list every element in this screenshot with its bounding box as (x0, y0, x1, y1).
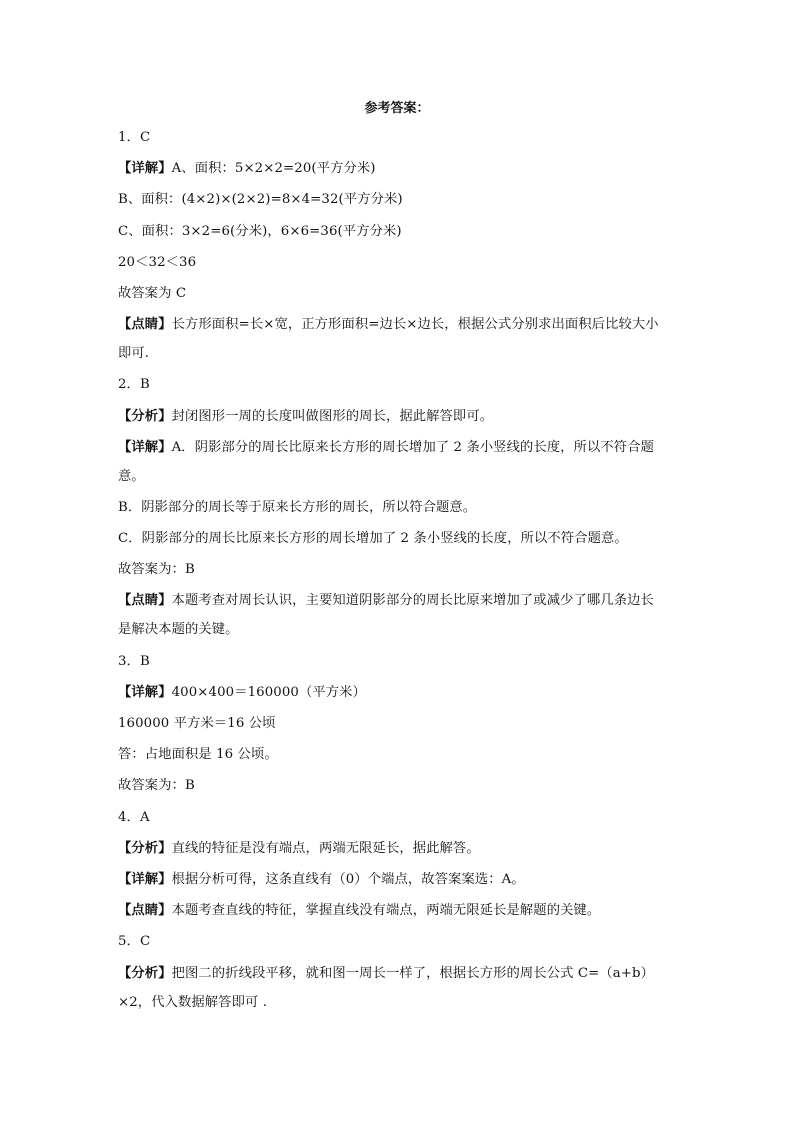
text-line (118, 338, 693, 369)
text-line (118, 153, 693, 184)
text-line (118, 523, 693, 554)
line-text: 直线的特征是没有端点，两端无限延长，据此解答。 (171, 840, 480, 856)
text-line (118, 309, 693, 338)
line-text: B．阴影部分的周长等于原来长方形的周长，所以符合题意。 (118, 499, 477, 515)
text-line (118, 585, 693, 614)
text-line (118, 278, 693, 309)
line-tag: 【分析】 (118, 965, 172, 981)
line-text: 意。 (118, 468, 145, 484)
line-tag: 【分析】 (118, 840, 172, 856)
line-tag: 【详解】 (118, 684, 172, 700)
text-line (118, 770, 693, 801)
text-line (118, 401, 693, 432)
text-line (118, 833, 693, 864)
text-line (118, 987, 693, 1018)
text-line (118, 184, 693, 215)
text-line (118, 958, 693, 987)
line-tag: 【详解】 (118, 161, 172, 177)
line-text: 即可. (118, 346, 150, 362)
line-text: 答：占地面积是 16 公顷。 (118, 747, 278, 763)
text-line (118, 461, 693, 492)
text-line (118, 646, 693, 677)
line-tag: 【详解】 (118, 871, 172, 887)
line-text: 故答案为：B (118, 778, 195, 794)
line-text: B、面积：(4×2)×(2×2)=8×4=32(平方分米) (118, 192, 403, 208)
line-text: 5．C (118, 934, 151, 950)
text-line (118, 432, 693, 461)
line-text: 4．A (118, 809, 150, 825)
line-tag: 【点睛】 (118, 903, 172, 919)
page-title: 参考答案： (364, 101, 430, 116)
line-text: 1．C (118, 130, 151, 145)
text-line (118, 554, 693, 585)
text-line (118, 369, 693, 400)
line-tag: 【点睛】 (118, 593, 172, 609)
line-text: C、面积：3×2=6(分米)，6×6=36(平方分米) (118, 223, 402, 239)
line-text: 400×400＝160000（平方米） (171, 684, 366, 700)
line-text: A．阴影部分的周长比原来长方形的周长增加了 2 条小竖线的长度，所以不符合题 (171, 439, 655, 455)
text-line (118, 614, 693, 645)
text-line (118, 216, 693, 247)
line-text: A、面积：5×2×2=20(平方分米) (171, 161, 376, 177)
line-text: 20＜32＜36 (118, 254, 197, 270)
line-text: 故答案为 C (118, 285, 187, 301)
line-text: 长方形面积=长×宽，正方形面积=边长×边长，根据公式分别求出面积后比较大小 (171, 317, 659, 333)
text-line (118, 739, 693, 770)
line-text: 160000 平方米＝16 公顷 (118, 716, 276, 731)
text-line (118, 926, 693, 957)
line-text: 把图二的折线段平移，就和图一周长一样了，根据长方形的周长公式 C=（a+b） (171, 965, 655, 981)
line-text: 本题考查直线的特征，掌握直线没有端点，两端无限延长是解题的关键。 (171, 903, 601, 919)
line-text: 故答案为：B (118, 562, 195, 578)
text-line (118, 895, 693, 926)
line-text: 2．B (118, 377, 150, 393)
line-text: 根据分析可得，这条直线有（0）个端点，故答案案选：A。 (171, 871, 525, 887)
line-text: 封闭图形一周的长度叫做图形的周长，据此解答即可。 (171, 408, 494, 424)
line-tag: 【点睛】 (118, 317, 172, 333)
text-line (118, 122, 693, 153)
text-line (118, 492, 693, 523)
line-tag: 【详解】 (118, 439, 172, 455)
line-tag: 【分析】 (118, 408, 172, 424)
text-line (118, 247, 693, 278)
line-text: C．阴影部分的周长比原来长方形的周长增加了 2 条小竖线的长度，所以不符合题意。 (118, 531, 628, 547)
line-text: 本题考查对周长认识，主要知道阴影部分的周长比原来增加了或减少了哪几条边长 (171, 593, 654, 609)
line-text: 是解决本题的关键。 (118, 622, 239, 638)
answer-text-block (118, 122, 693, 1018)
text-line (118, 677, 693, 708)
line-text: ×2，代入数据解答即可 . (118, 994, 268, 1010)
text-line (118, 802, 693, 833)
line-text: 3．B (118, 653, 150, 669)
text-line (118, 864, 693, 895)
text-line (118, 708, 693, 739)
